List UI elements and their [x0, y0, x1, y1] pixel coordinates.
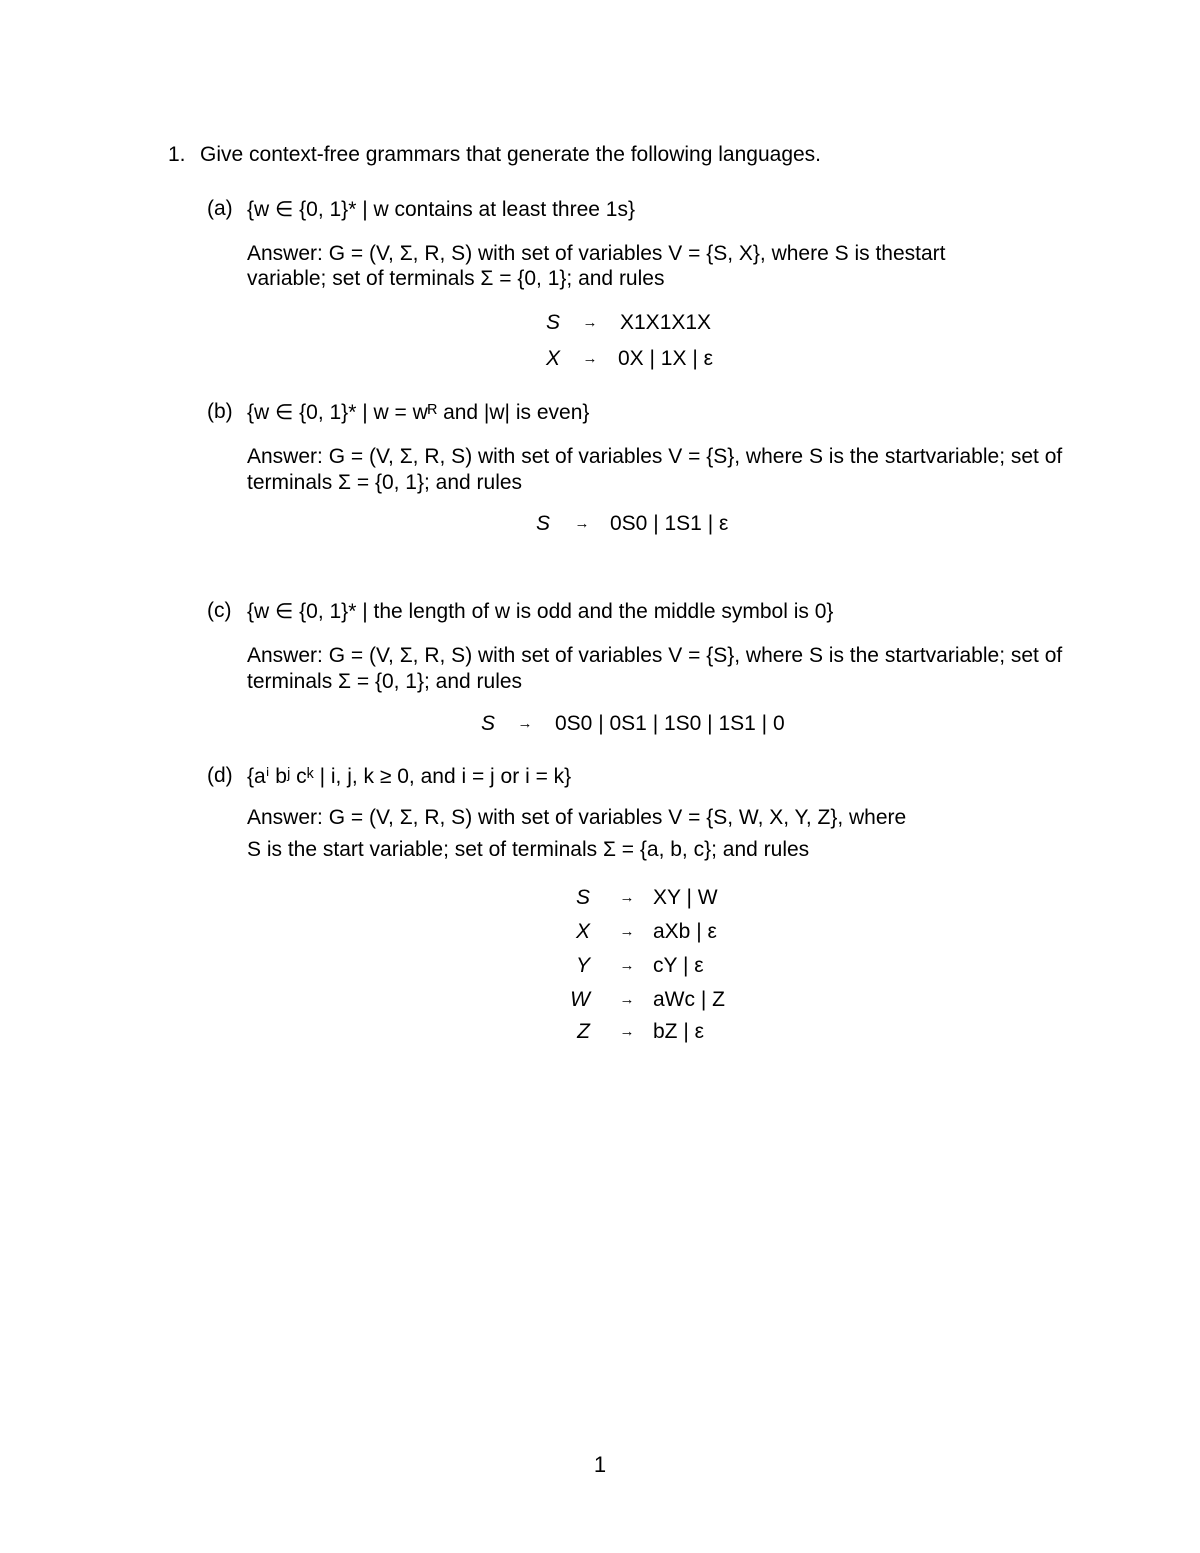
language-definition: {w ∈ {0, 1}* | w = wᴿ and |w| is even}: [247, 401, 590, 424]
question-number: 1.: [168, 143, 186, 166]
rule-lhs: Z: [577, 1020, 590, 1043]
answer-line: Answer: G = (V, Σ, R, S) with set of variables V = {S}, where S is the startvariable; set of: [247, 445, 1063, 468]
rule-rhs: 0X | 1X | ε: [618, 347, 713, 370]
arrow-icon: →: [574, 515, 590, 532]
rule-lhs: W: [570, 988, 590, 1011]
arrow-icon: →: [619, 1023, 635, 1040]
rule-rhs: 0S0 | 0S1 | 1S0 | 1S1 | 0: [555, 712, 785, 735]
rule-rhs: aXb | ε: [653, 920, 717, 943]
rule-rhs: 0S0 | 1S1 | ε: [610, 512, 729, 535]
rule-rhs: cY | ε: [653, 954, 704, 977]
answer-line: Answer: G = (V, Σ, R, S) with set of variables V = {S, X}, where S is thestart: [247, 242, 946, 265]
rule-lhs: S: [545, 311, 560, 334]
part-label: (d): [207, 764, 233, 787]
part-label: (a): [207, 197, 233, 220]
arrow-icon: →: [619, 889, 635, 906]
rule-rhs: XY | W: [653, 886, 718, 909]
language-definition: {w ∈ {0, 1}* | w contains at least three 1s}: [247, 198, 635, 221]
question-prompt: Give context-free grammars that generate the following languages.: [200, 143, 822, 166]
answer-line: terminals Σ = {0, 1}; and rules: [247, 471, 523, 494]
arrow-icon: →: [582, 314, 598, 331]
answer-line: variable; set of terminals Σ = {0, 1}; and rules: [247, 267, 665, 290]
rule-lhs: X: [545, 347, 560, 370]
rule-lhs: S: [480, 712, 495, 735]
page-number: 1: [593, 1452, 607, 1477]
arrow-icon: →: [517, 715, 533, 732]
rule-rhs: bZ | ε: [653, 1020, 704, 1043]
rule-rhs: X1X1X1X: [620, 311, 712, 334]
part-label: (c): [207, 599, 232, 622]
arrow-icon: →: [619, 957, 635, 974]
rule-lhs: Y: [575, 954, 590, 977]
rule-lhs: S: [535, 512, 550, 535]
answer-line: S is the start variable; set of terminals Σ = {a, b, c}; and rules: [247, 838, 810, 861]
rule-lhs: X: [575, 920, 590, 943]
answer-line: Answer: G = (V, Σ, R, S) with set of variables V = {S, W, X, Y, Z}, where: [247, 806, 907, 829]
arrow-icon: →: [619, 923, 635, 940]
answer-line: Answer: G = (V, Σ, R, S) with set of variables V = {S}, where S is the startvariable; set of: [247, 644, 1063, 667]
arrow-icon: →: [582, 350, 598, 367]
arrow-icon: →: [619, 991, 635, 1008]
part-label: (b): [207, 400, 233, 423]
language-definition: {aⁱ bʲ cᵏ | i, j, k ≥ 0, and i = j or i = k}: [247, 765, 572, 788]
rule-lhs: S: [575, 886, 590, 909]
language-definition: {w ∈ {0, 1}* | the length of w is odd and the middle symbol is 0}: [247, 600, 834, 623]
answer-line: terminals Σ = {0, 1}; and rules: [247, 670, 523, 693]
rule-rhs: aWc | Z: [653, 988, 725, 1011]
